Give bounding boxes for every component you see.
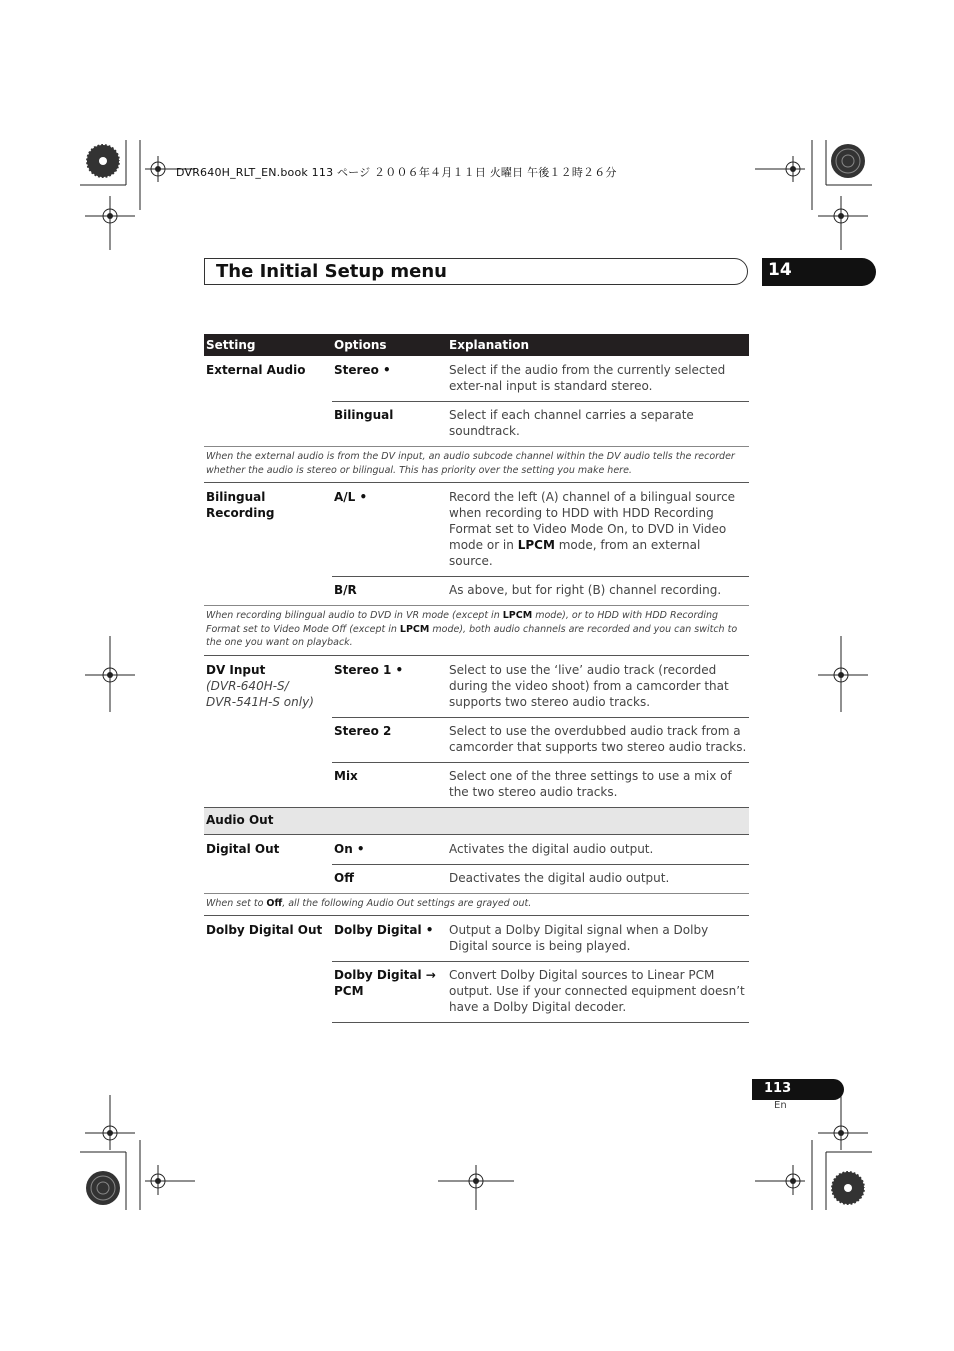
page-number: 113	[764, 1081, 792, 1096]
option-label: Dolby Digital •	[334, 923, 434, 937]
option-explanation: Select to use the overdubbed audio track from a camcorder that supports two stereo audio tracks.	[447, 717, 749, 762]
setting-name: Dolby Digital Out	[206, 923, 323, 937]
section-title: The Initial Setup menu	[216, 261, 447, 282]
setting-model-note: (DVR-640H-S/	[206, 678, 289, 693]
print-header: DVR640H_RLT_EN.book 113 ページ ２００６年４月１１日 火曜日 午後１２時２６分	[176, 166, 617, 179]
text-run: mode), or to HDD with HDD Recording Format set to Video Mode Off (except in	[206, 610, 719, 635]
table-note-row	[204, 893, 749, 916]
table-row	[204, 916, 749, 962]
table-note: When the external audio is from the DV input, an audio subcode channel within the DV audio tells the recorder whether the audio is stereo or bilingual. This has priority over the setting you make here.	[204, 447, 749, 483]
text-run: mode), both audio channels are recorded and you can switch to the one you want on playback.	[206, 623, 738, 648]
option-label: Off	[332, 864, 447, 893]
option-explanation: Activates the digital audio output.	[449, 841, 654, 856]
setting-name: Bilingual Recording	[206, 490, 275, 520]
page-number-badge	[752, 1079, 844, 1100]
setup-table	[204, 334, 749, 1023]
chapter-badge	[762, 258, 876, 286]
option-label: A/L •	[334, 490, 368, 504]
table-note-row	[204, 606, 749, 656]
text-run-bold: LPCM	[502, 610, 533, 621]
table-row	[204, 483, 749, 577]
table-note	[204, 606, 749, 656]
option-label: B/R	[332, 577, 447, 606]
option-explanation: Select one of the three settings to use a mix of the two stereo audio tracks.	[447, 762, 749, 807]
page-language: En	[774, 1100, 787, 1111]
text-run: Record the left (A) channel of a bilingual source when recording to HDD with HDD Recording Format set to Video Mode On, to DVD in Video mode or in	[449, 490, 736, 552]
chapter-number: 14	[768, 260, 792, 280]
setting-name	[204, 655, 332, 807]
table-note-row	[204, 447, 749, 483]
text-run-bold: LPCM	[517, 538, 555, 552]
option-label: Stereo 2	[332, 717, 447, 762]
table-note	[204, 893, 749, 916]
header-explanation: Explanation	[447, 334, 749, 356]
option-explanation	[447, 483, 749, 577]
text-run: When set to	[206, 897, 267, 909]
text-run-bold: LPCM	[399, 623, 430, 635]
option-label: Stereo •	[334, 363, 391, 377]
setting-model-note: DVR-541H-S only)	[206, 694, 314, 709]
option-explanation: Select to use the ‘live’ audio track (recorded during the video shoot) from a camcorder that supports two stereo audio tracks.	[449, 662, 729, 709]
text-run: When recording bilingual audio to DVD in VR mode (except in	[206, 610, 503, 621]
option-label: On •	[334, 841, 365, 856]
option-explanation: Convert Dolby Digital sources to Linear PCM output. Use if your connected equipment doesn’t have a Dolby Digital decoder.	[447, 962, 749, 1023]
text-run: , all the following Audio Out settings are grayed out.	[282, 897, 532, 909]
section-heading: Audio Out	[204, 807, 749, 834]
table-header-row	[204, 334, 749, 356]
option-explanation: Select if the audio from the currently selected exter-nal input is standard stereo.	[449, 363, 726, 393]
header-options: Options	[332, 334, 447, 356]
text-run-bold: Off	[266, 897, 283, 909]
option-label: Dolby Digital → PCM	[332, 962, 447, 1023]
option-explanation: Select if each channel carries a separate soundtrack.	[447, 402, 749, 447]
table-row	[204, 834, 749, 864]
header-setting: Setting	[204, 334, 332, 356]
option-explanation: Deactivates the digital audio output.	[447, 864, 749, 893]
text-run: mode, from an external source.	[449, 538, 701, 568]
option-label: Stereo 1 •	[334, 662, 404, 677]
option-label: Mix	[332, 762, 447, 807]
setting-name: Digital Out	[206, 841, 280, 856]
option-explanation: As above, but for right (B) channel recording.	[447, 577, 749, 606]
table-row	[204, 655, 749, 717]
setting-name-text: DV Input	[206, 662, 266, 677]
option-explanation: Output a Dolby Digital signal when a Dolby Digital source is being played.	[449, 923, 709, 953]
setting-name: External Audio	[206, 363, 306, 377]
table-row	[204, 356, 749, 402]
table-section-row	[204, 807, 749, 834]
option-label: Bilingual	[332, 402, 447, 447]
